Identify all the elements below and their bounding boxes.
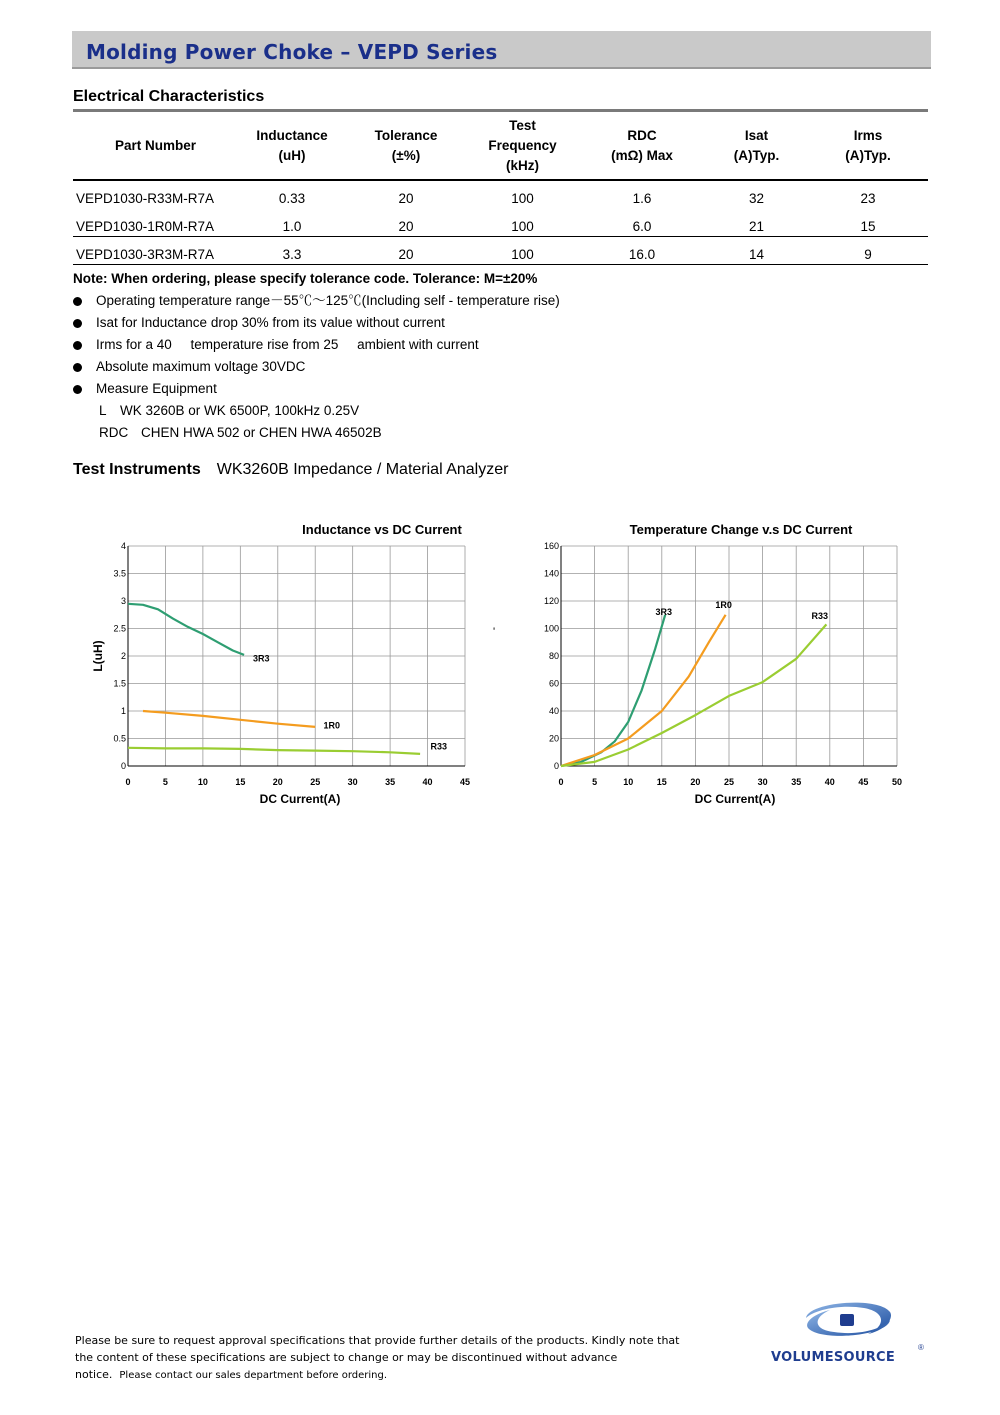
col-rdc: RDC (mΩ) Max <box>579 112 705 180</box>
col-tolerance: Tolerance (±%) <box>346 112 466 180</box>
title-bar <box>72 31 931 69</box>
stray-mark: ' <box>493 626 496 638</box>
series-line-1r0 <box>561 615 726 766</box>
y-tick-label: 40 <box>548 706 559 716</box>
logo-text: VOLUMESOURCE <box>771 1350 896 1365</box>
cell-inductance: 0.33 <box>278 191 306 206</box>
bullet-icon <box>73 341 82 350</box>
page-title: Molding Power Choke – VEPD Series <box>86 40 498 64</box>
cell-tolerance: 20 <box>346 208 466 236</box>
col-inductance: Inductance (uH) <box>238 112 346 180</box>
x-tick-label: 50 <box>891 777 903 787</box>
x-tick-label: 45 <box>858 777 869 787</box>
cell-tolerance: 20 <box>346 236 466 264</box>
cell-irms: 15 <box>808 208 928 236</box>
y-tick-label: 120 <box>543 596 559 606</box>
x-tick-label: 40 <box>422 777 433 787</box>
spec-bullet-list <box>73 292 560 402</box>
x-tick-label: 0 <box>125 777 131 787</box>
cell-part-number: VEPD1030-1R0M-R7A <box>73 208 238 236</box>
bullet-icon <box>73 297 82 306</box>
cell-frequency: 100 <box>466 208 579 236</box>
chart-title: Temperature Change v.s DC Current <box>629 522 853 537</box>
table-row <box>73 208 928 236</box>
x-axis-label: DC Current(A) <box>694 792 776 806</box>
equipment-l: L WK 3260B or WK 6500P, 100kHz 0.25V <box>99 403 360 418</box>
cell-inductance: 3.3 <box>238 236 346 264</box>
test-instruments-label: Test Instruments <box>73 461 201 478</box>
cell-frequency: 100 <box>511 191 534 206</box>
x-tick-label: 15 <box>235 777 246 787</box>
table-row <box>73 180 928 208</box>
cell-tolerance: 20 <box>398 191 414 206</box>
y-tick-label: 4 <box>120 541 126 551</box>
y-tick-label: 140 <box>543 568 559 579</box>
list-item: Absolute maximum voltage 30VDC <box>73 358 560 380</box>
x-axis-label: DC Current(A) <box>259 792 341 806</box>
y-tick-label: 3.5 <box>113 568 126 579</box>
electrical-heading: Electrical Characteristics <box>73 88 928 112</box>
y-tick-label: 3 <box>120 596 126 606</box>
series-label-3r3: 3R3 <box>655 606 673 617</box>
y-tick-label: 0.5 <box>113 733 126 744</box>
x-tick-label: 15 <box>656 777 667 787</box>
x-tick-label: 20 <box>690 777 701 787</box>
y-tick-label: 0 <box>553 761 559 771</box>
x-tick-label: 40 <box>824 777 835 787</box>
inductance-chart <box>78 515 498 815</box>
list-item: Irms for a 40 temperature rise from 25 ambient with current <box>73 336 560 358</box>
series-label-1r0: 1R0 <box>715 599 732 610</box>
series-label-r33: R33 <box>811 610 828 621</box>
y-tick-label: 20 <box>548 733 559 744</box>
series-line-1r0 <box>143 711 315 727</box>
x-tick-label: 5 <box>592 777 598 787</box>
bullet-icon <box>73 319 82 328</box>
cell-irms: 23 <box>860 191 876 206</box>
table-row <box>73 236 928 264</box>
list-item: Isat for Inductance drop 30% from its value without current <box>73 314 560 336</box>
spec-table <box>73 112 928 265</box>
test-instruments <box>73 461 508 479</box>
ordering-note: Note: When ordering, please specify tolerance code. Tolerance: M=±20% <box>73 271 538 286</box>
y-tick-label: 1 <box>120 706 126 716</box>
spec-header-row <box>73 112 928 180</box>
cell-part-number: VEPD1030-3R3M-R7A <box>73 236 238 264</box>
cell-isat: 21 <box>705 208 808 236</box>
y-axis-label: L(uH) <box>91 640 105 672</box>
bullet-icon <box>73 363 82 372</box>
series-label-r33: R33 <box>430 741 448 752</box>
y-tick-label: 0 <box>120 761 126 771</box>
col-isat: Isat (A)Typ. <box>705 112 808 180</box>
cell-rdc: 16.0 <box>579 236 705 264</box>
cell-irms: 9 <box>808 236 928 264</box>
cell-isat: 14 <box>705 236 808 264</box>
y-tick-label: 160 <box>543 541 559 551</box>
col-frequency: Test Frequency (kHz) <box>466 112 579 180</box>
registered-mark: ® <box>918 1343 924 1352</box>
cell-isat: 32 <box>748 191 765 206</box>
chart-title: Inductance vs DC Current <box>302 522 462 537</box>
series-line-r33 <box>128 748 420 754</box>
bullet-icon <box>73 385 82 394</box>
x-tick-label: 35 <box>385 777 396 787</box>
x-tick-label: 30 <box>757 777 768 787</box>
y-tick-label: 100 <box>543 623 559 634</box>
x-tick-label: 5 <box>162 777 168 787</box>
list-item: Measure Equipment <box>73 380 560 402</box>
cell-rdc: 1.6 <box>632 191 652 206</box>
y-tick-label: 80 <box>548 651 559 661</box>
x-tick-label: 10 <box>197 777 208 787</box>
cell-inductance: 1.0 <box>238 208 346 236</box>
x-tick-label: 45 <box>459 777 471 787</box>
series-label-1r0: 1R0 <box>323 720 340 731</box>
series-label-3r3: 3R3 <box>253 653 270 664</box>
cell-frequency: 100 <box>466 236 579 264</box>
cell-rdc: 6.0 <box>579 208 705 236</box>
x-tick-label: 25 <box>723 777 735 787</box>
x-tick-label: 20 <box>272 777 283 787</box>
y-tick-label: 1.5 <box>113 678 126 689</box>
y-tick-label: 60 <box>548 678 559 689</box>
series-line-3r3 <box>128 604 244 655</box>
series-line-3r3 <box>561 615 665 766</box>
series-line-r33 <box>561 624 826 766</box>
y-tick-label: 2.5 <box>113 623 126 634</box>
cell-part-number: VEPD1030-R33M-R7A <box>76 191 215 206</box>
col-part-number: Part Number <box>73 112 238 180</box>
x-tick-label: 35 <box>791 777 802 787</box>
x-tick-label: 25 <box>310 777 321 787</box>
equipment-rdc: RDC CHEN HWA 502 or CHEN HWA 46502B <box>99 425 382 440</box>
x-tick-label: 10 <box>623 777 634 787</box>
x-tick-label: 30 <box>347 777 358 787</box>
y-tick-label: 2 <box>120 651 126 661</box>
footer-disclaimer: Please be sure to request approval specifications that provide further details of the products. Kindly note that the content of these specifications are subject to change or may be discontinued without advance notice. Please contact our sales department before ordering. <box>75 1334 680 1381</box>
temperature-chart <box>525 515 925 815</box>
list-item: Operating temperature range－55℃～125℃(Including self - temperature rise) <box>73 292 560 314</box>
col-irms: Irms (A)Typ. <box>808 112 928 180</box>
x-tick-label: 0 <box>558 777 564 787</box>
test-instruments-value: WK3260B Impedance / Material Analyzer <box>216 461 509 478</box>
